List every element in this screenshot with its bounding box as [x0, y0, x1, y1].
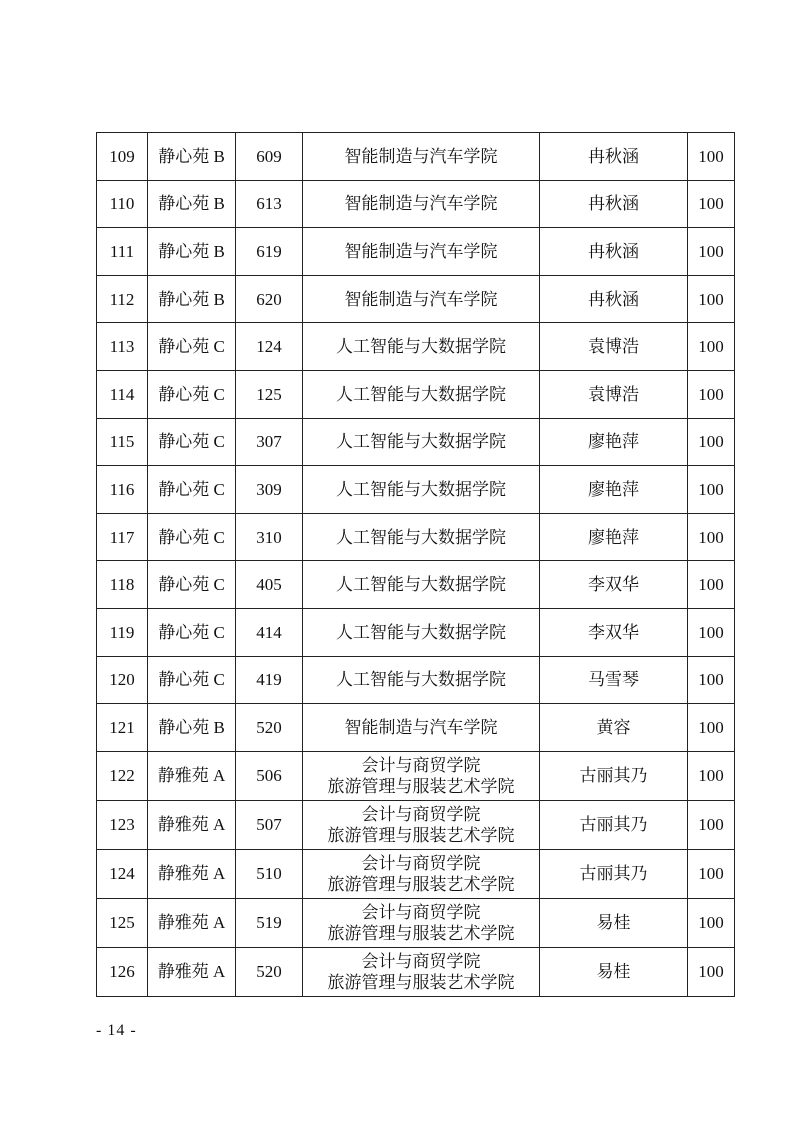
college-cell [303, 180, 540, 228]
row-number-cell: 115 [97, 418, 148, 466]
college-name: 人工智能与大数据学院 [336, 384, 506, 404]
row-number-cell: 125 [97, 898, 148, 947]
row-number-cell: 117 [97, 513, 148, 561]
college-name: 人工智能与大数据学院 [336, 527, 506, 547]
college-name: 旅游管理与服装艺术学院 [327, 776, 515, 796]
table-row [97, 180, 735, 228]
building-cell: 静心苑 B [148, 228, 236, 276]
row-number-cell: 112 [97, 275, 148, 323]
table-row [97, 418, 735, 466]
college-name: 人工智能与大数据学院 [336, 479, 506, 499]
college-name: 智能制造与汽车学院 [344, 289, 498, 309]
college-name: 旅游管理与服装艺术学院 [327, 825, 515, 845]
building-cell: 静心苑 C [148, 561, 236, 609]
table-row [97, 370, 735, 418]
building-cell: 静心苑 C [148, 370, 236, 418]
page-number: - 14 - [96, 1022, 137, 1039]
score-cell: 100 [688, 370, 735, 418]
college-cell [303, 800, 540, 849]
college-name: 会计与商贸学院 [361, 902, 481, 922]
score-cell: 100 [688, 513, 735, 561]
room-cell: 619 [236, 228, 303, 276]
table-body [97, 133, 735, 997]
person-cell: 黄容 [540, 704, 688, 752]
college-cell [303, 656, 540, 704]
college-cell [303, 370, 540, 418]
score-cell: 100 [688, 323, 735, 371]
person-cell: 袁博浩 [540, 323, 688, 371]
college-name: 人工智能与大数据学院 [336, 432, 506, 452]
person-cell: 易桂 [540, 947, 688, 996]
college-cell [303, 704, 540, 752]
row-number-cell: 119 [97, 608, 148, 656]
building-cell: 静雅苑 A [148, 947, 236, 996]
table-row [97, 751, 735, 800]
building-cell: 静心苑 B [148, 275, 236, 323]
person-cell: 李双华 [540, 561, 688, 609]
college-name: 人工智能与大数据学院 [336, 575, 506, 595]
college-cell [303, 418, 540, 466]
building-cell: 静心苑 B [148, 133, 236, 181]
person-cell: 廖艳萍 [540, 418, 688, 466]
person-cell: 冉秋涵 [540, 228, 688, 276]
college-cell [303, 228, 540, 276]
table-row [97, 561, 735, 609]
college-name: 智能制造与汽车学院 [344, 717, 498, 737]
table-row [97, 947, 735, 996]
college-name: 旅游管理与服装艺术学院 [327, 923, 515, 943]
college-cell [303, 608, 540, 656]
college-cell [303, 561, 540, 609]
college-cell [303, 751, 540, 800]
score-cell: 100 [688, 898, 735, 947]
dormitory-table [96, 132, 735, 997]
table-row [97, 704, 735, 752]
room-cell: 506 [236, 751, 303, 800]
person-cell: 马雪琴 [540, 656, 688, 704]
table-row [97, 275, 735, 323]
college-cell [303, 466, 540, 514]
row-number-cell: 123 [97, 800, 148, 849]
building-cell: 静雅苑 A [148, 751, 236, 800]
college-cell [303, 275, 540, 323]
row-number-cell: 120 [97, 656, 148, 704]
person-cell: 廖艳萍 [540, 513, 688, 561]
table-row [97, 466, 735, 514]
building-cell: 静心苑 C [148, 323, 236, 371]
person-cell: 袁博浩 [540, 370, 688, 418]
college-name: 智能制造与汽车学院 [344, 146, 498, 166]
building-cell: 静心苑 C [148, 418, 236, 466]
room-cell: 620 [236, 275, 303, 323]
college-cell [303, 898, 540, 947]
row-number-cell: 116 [97, 466, 148, 514]
college-cell [303, 947, 540, 996]
room-cell: 419 [236, 656, 303, 704]
college-cell [303, 849, 540, 898]
row-number-cell: 110 [97, 180, 148, 228]
table-row [97, 849, 735, 898]
score-cell: 100 [688, 466, 735, 514]
row-number-cell: 121 [97, 704, 148, 752]
table-row [97, 228, 735, 276]
score-cell: 100 [688, 228, 735, 276]
row-number-cell: 114 [97, 370, 148, 418]
person-cell: 冉秋涵 [540, 133, 688, 181]
table-row [97, 656, 735, 704]
table-row [97, 513, 735, 561]
room-cell: 520 [236, 704, 303, 752]
building-cell: 静心苑 C [148, 466, 236, 514]
room-cell: 124 [236, 323, 303, 371]
score-cell: 100 [688, 704, 735, 752]
building-cell: 静雅苑 A [148, 800, 236, 849]
person-cell: 易桂 [540, 898, 688, 947]
room-cell: 507 [236, 800, 303, 849]
college-name: 旅游管理与服装艺术学院 [327, 874, 515, 894]
table-row [97, 133, 735, 181]
college-name: 人工智能与大数据学院 [336, 622, 506, 642]
college-cell [303, 513, 540, 561]
score-cell: 100 [688, 849, 735, 898]
building-cell: 静雅苑 A [148, 898, 236, 947]
person-cell: 冉秋涵 [540, 275, 688, 323]
person-cell: 李双华 [540, 608, 688, 656]
college-name: 智能制造与汽车学院 [344, 241, 498, 261]
table-row [97, 800, 735, 849]
building-cell: 静雅苑 A [148, 849, 236, 898]
building-cell: 静心苑 C [148, 513, 236, 561]
room-cell: 307 [236, 418, 303, 466]
building-cell: 静心苑 C [148, 608, 236, 656]
building-cell: 静心苑 B [148, 704, 236, 752]
table-row [97, 323, 735, 371]
score-cell: 100 [688, 751, 735, 800]
building-cell: 静心苑 C [148, 656, 236, 704]
score-cell: 100 [688, 561, 735, 609]
score-cell: 100 [688, 133, 735, 181]
table-row [97, 898, 735, 947]
score-cell: 100 [688, 418, 735, 466]
table-row [97, 608, 735, 656]
college-name: 会计与商贸学院 [361, 804, 481, 824]
college-name: 智能制造与汽车学院 [344, 194, 498, 214]
room-cell: 310 [236, 513, 303, 561]
room-cell: 520 [236, 947, 303, 996]
row-number-cell: 126 [97, 947, 148, 996]
row-number-cell: 109 [97, 133, 148, 181]
room-cell: 405 [236, 561, 303, 609]
person-cell: 古丽其乃 [540, 800, 688, 849]
score-cell: 100 [688, 800, 735, 849]
row-number-cell: 124 [97, 849, 148, 898]
college-cell [303, 133, 540, 181]
building-cell: 静心苑 B [148, 180, 236, 228]
college-cell [303, 323, 540, 371]
score-cell: 100 [688, 180, 735, 228]
room-cell: 125 [236, 370, 303, 418]
college-name: 会计与商贸学院 [361, 951, 481, 971]
college-name: 人工智能与大数据学院 [336, 670, 506, 690]
person-cell: 古丽其乃 [540, 751, 688, 800]
room-cell: 609 [236, 133, 303, 181]
person-cell: 冉秋涵 [540, 180, 688, 228]
score-cell: 100 [688, 608, 735, 656]
college-name: 会计与商贸学院 [361, 755, 481, 775]
room-cell: 519 [236, 898, 303, 947]
score-cell: 100 [688, 275, 735, 323]
person-cell: 廖艳萍 [540, 466, 688, 514]
college-name: 会计与商贸学院 [361, 853, 481, 873]
score-cell: 100 [688, 656, 735, 704]
row-number-cell: 118 [97, 561, 148, 609]
row-number-cell: 113 [97, 323, 148, 371]
college-name: 旅游管理与服装艺术学院 [327, 972, 515, 992]
row-number-cell: 122 [97, 751, 148, 800]
college-name: 人工智能与大数据学院 [336, 337, 506, 357]
room-cell: 414 [236, 608, 303, 656]
room-cell: 510 [236, 849, 303, 898]
room-cell: 309 [236, 466, 303, 514]
score-cell: 100 [688, 947, 735, 996]
person-cell: 古丽其乃 [540, 849, 688, 898]
room-cell: 613 [236, 180, 303, 228]
row-number-cell: 111 [97, 228, 148, 276]
